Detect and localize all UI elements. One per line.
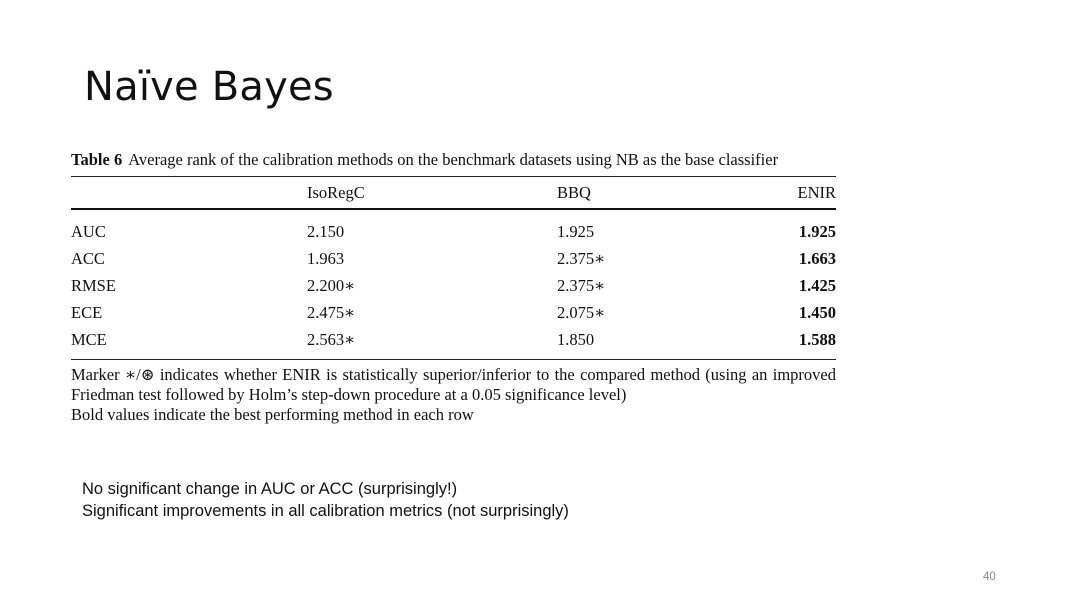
cell-isoregc: 2.150: [307, 221, 345, 241]
remark-line: No significant change in AUC or ACC (surprisingly!): [82, 480, 458, 498]
table-caption-text: Average rank of the calibration methods on the benchmark datasets using NB as the base classifier: [128, 150, 779, 169]
results-table: [71, 177, 836, 353]
row-label: ECE: [71, 302, 103, 322]
page-number: 40: [983, 571, 996, 583]
remark-line: Significant improvements in all calibration metrics (not surprisingly): [82, 502, 569, 520]
table-row: [71, 245, 836, 272]
table-row: [71, 210, 836, 245]
table-header-row: [71, 177, 836, 208]
table-bottom-rule: [71, 359, 836, 360]
table-caption: [71, 150, 836, 170]
slide-title: Naïve Bayes: [84, 64, 334, 110]
table-row: [71, 326, 836, 353]
cell-enir: 1.588: [798, 329, 836, 349]
row-label: AUC: [71, 221, 106, 241]
header-cell-bbq: BBQ: [557, 182, 591, 202]
table-note-marker: Marker ∗/⊛ indicates whether ENIR is statistically superior/inferior to the compared method (using an improved Friedman test followed by Holm’s step-down procedure at a 0.05 significance level): [71, 365, 836, 404]
cell-isoregc: 2.200∗: [307, 275, 356, 295]
table-row: [71, 272, 836, 299]
cell-enir: 1.450: [798, 302, 836, 322]
row-label: MCE: [71, 329, 107, 349]
header-cell: [71, 177, 307, 208]
header-cell-enir: ENIR: [797, 182, 836, 202]
cell-bbq: 2.375∗: [557, 275, 606, 295]
slide-remarks: [82, 478, 569, 522]
cell-enir: 1.425: [798, 275, 836, 295]
row-label: ACC: [71, 248, 105, 268]
cell-isoregc: 2.563∗: [307, 329, 356, 349]
cell-isoregc: 1.963: [307, 248, 345, 268]
results-table-block: [71, 150, 836, 425]
table-row: [71, 299, 836, 326]
row-label: RMSE: [71, 275, 116, 295]
cell-bbq: 2.375∗: [557, 248, 606, 268]
table-note: [71, 365, 836, 425]
cell-bbq: 1.925: [557, 221, 595, 241]
cell-enir: 1.925: [798, 221, 836, 241]
header-cell-isoregc: IsoRegC: [307, 182, 365, 202]
cell-bbq: 1.850: [557, 329, 595, 349]
cell-enir: 1.663: [798, 248, 836, 268]
table-number: Table 6: [71, 150, 123, 169]
table-note-bold: Bold values indicate the best performing method in each row: [71, 405, 474, 424]
cell-bbq: 2.075∗: [557, 302, 606, 322]
cell-isoregc: 2.475∗: [307, 302, 356, 322]
